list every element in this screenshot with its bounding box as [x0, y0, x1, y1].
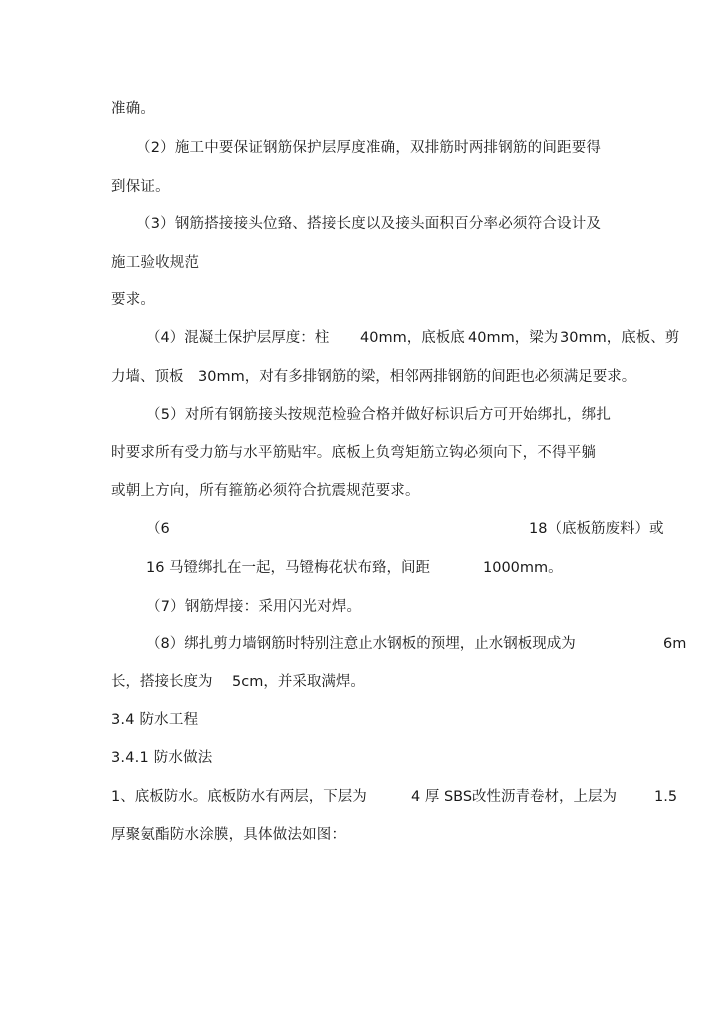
text-segment: 1000mm。 — [483, 560, 563, 576]
text-segment: 40mm，梁为 — [468, 330, 559, 346]
text-segment: 6m — [663, 636, 687, 652]
text-line: （5）对所有钢筋接头按规范检验合格并做好标识后方可开始绑扎，绑扎 — [146, 407, 612, 423]
text-segment: 18（底板筋废料）或 — [529, 521, 664, 537]
text-line: 时要求所有受力筋与水平筋贴牢。底板上负弯矩筋立钩必须向下，不得平躺 — [111, 445, 597, 461]
text-line: 准确。 — [111, 101, 156, 117]
text-segment: （8）绑扎剪力墙钢筋时特别注意止水钢板的预埋，止水钢板现成为 — [146, 636, 576, 652]
text-segment: 16 马镫绑扎在一起，马镫梅花状布臵，间距 — [146, 560, 431, 576]
text-segment: 5cm，并采取满焊。 — [232, 674, 365, 690]
text-line: 或朝上方向，所有箍筋必须符合抗震规范要求。 — [111, 483, 420, 499]
text-segment: 30mm，底板、剪 — [560, 330, 680, 346]
text-line: 要求。 — [111, 292, 156, 308]
text-segment: 40mm，底板底 — [360, 330, 465, 346]
text-segment: 力墙、顶板 — [111, 369, 184, 385]
text-line: （2）施工中要保证钢筋保护层厚度准确，双排筋时两排钢筋的间距要得 — [136, 140, 602, 156]
section-heading: 3.4 防水工程 — [111, 712, 199, 728]
text-line: 到保证。 — [111, 179, 170, 195]
text-line: （3）钢筋搭接接头位臵、搭接长度以及接头面积百分率必须符合设计及 — [136, 216, 602, 232]
text-line: 施工验收规范 — [111, 255, 200, 271]
text-segment: （4）混凝土保护层厚度：柱 — [146, 330, 330, 346]
text-segment: （6 — [146, 521, 170, 537]
subsection-heading: 3.4.1 防水做法 — [111, 750, 213, 766]
text-segment: 长，搭接长度为 — [111, 674, 213, 690]
text-segment: 1、底板防水。底板防水有两层，下层为 — [111, 789, 367, 805]
text-line: （7）钢筋焊接：采用闪光对焊。 — [146, 599, 362, 615]
text-segment: 1.5 — [654, 789, 678, 805]
text-segment: 30mm，对有多排钢筋的梁，相邻两排钢筋的间距也必须满足要求。 — [198, 369, 637, 385]
text-segment: 4 厚 SBS改性沥青卷材，上层为 — [411, 789, 618, 805]
text-line: 厚聚氨酯防水涂膜，具体做法如图： — [111, 827, 347, 843]
